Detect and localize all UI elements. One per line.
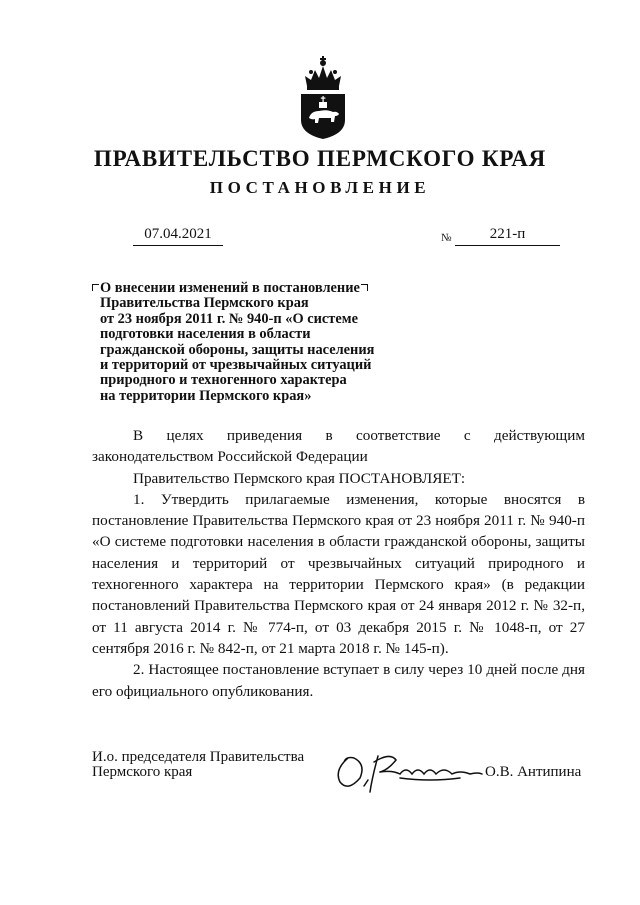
subject-corner-mark-left [92, 284, 99, 291]
subject-line: гражданской обороны, защиты населения [100, 341, 375, 358]
subject-line: и территорий от чрезвычайных ситуаций [100, 357, 372, 374]
document-date: 07.04.2021 [133, 226, 223, 246]
subject-line: подготовки населения в области [100, 326, 311, 343]
subject-line: от 23 ноября 2011 г. № 940-п «О системе [100, 310, 358, 327]
subject-heading [100, 281, 420, 404]
resolves-line: Правительство Пермского края ПОСТАНОВЛЯЕТ: [133, 469, 466, 487]
subject-line: Правительства Пермского края [100, 295, 309, 312]
preamble-continuation: законодательством Российской Федерации [92, 448, 368, 466]
item-1-paragraph: 1. Утвердить прилагаемые изменения, которые вносятся в постановление Правительства Пермского края от 23 ноября 2011 г. № 940-п «О системе подготовки населения в области гражданской обороны, защиты населения и территорий от чрезвычайных ситуаций природного и техногенного характера на территории Пермского края» (в редакции постановлений Правительства Пермского края от 24 января 2012 г. № 32-п, от 11 августа 2014 г. № 774-п, от 03 декабря 2015 г. № 1048-п, от 27 сентября 2016 г. № 842-п, от 21 марта 2018 г. № 145-п). [92, 490, 585, 657]
government-title: ПРАВИТЕЛЬСТВО ПЕРМСКОГО КРАЯ [93, 146, 547, 171]
document-body [92, 425, 585, 702]
document-number: 221-п [455, 226, 560, 246]
subject-line: природного и техногенного характера [100, 372, 347, 389]
position-line-2: Пермского края [92, 764, 193, 780]
subject-line: О внесении изменений в постановление [100, 280, 360, 296]
document-type-heading: ПОСТАНОВЛЕНИЕ [209, 178, 431, 197]
signer-name: О.В. Антипина [485, 764, 582, 780]
position-line-1: И.о. председателя Правительства [92, 749, 305, 765]
item-2-paragraph: 2. Настоящее постановление вступает в силу через 10 дней после дня его официального опубликования. [92, 661, 585, 700]
preamble-first-line: В целях приведения в соответствие с действующим [133, 427, 585, 444]
number-sign: № [441, 232, 452, 244]
handwritten-signature-icon [330, 748, 490, 794]
subject-line: на территории Пермского края» [100, 387, 312, 404]
signatory-position [92, 750, 304, 780]
coat-of-arms-icon [297, 56, 349, 140]
